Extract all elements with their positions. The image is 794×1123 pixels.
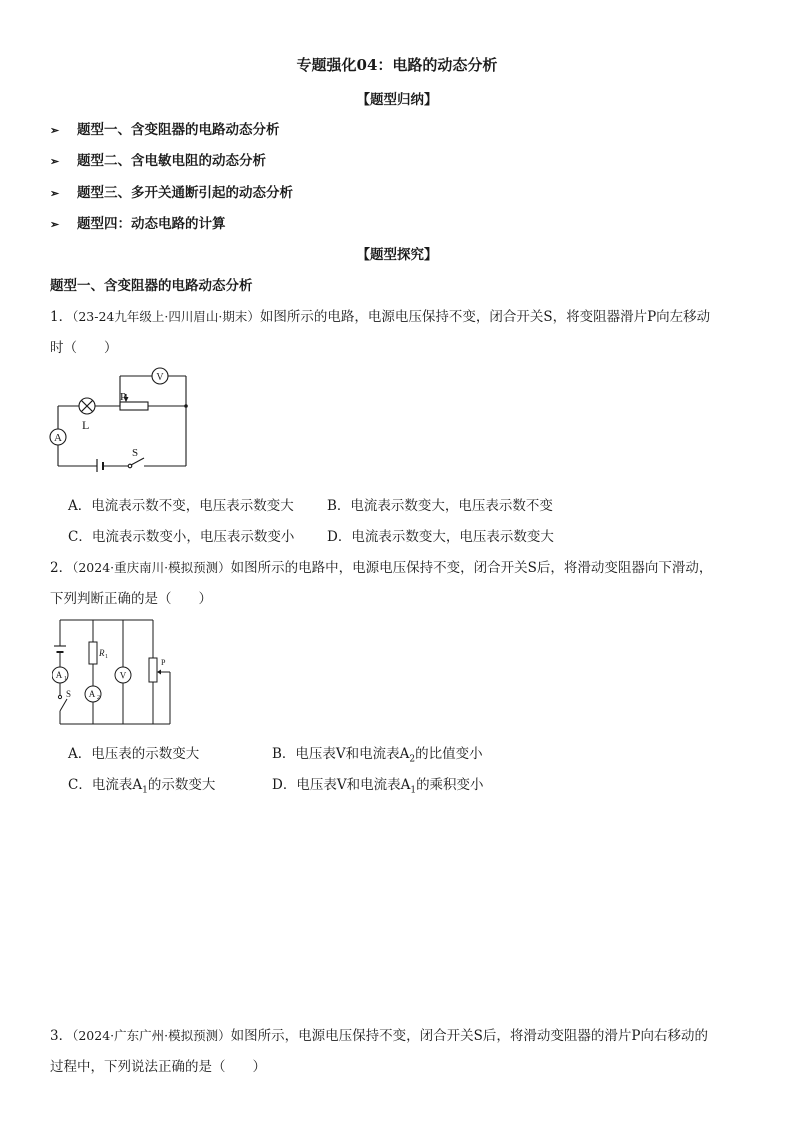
ammeter-a2-icon (85, 686, 101, 702)
circuit-diagram-2 (52, 616, 174, 728)
summary-item: ➢ 题型一、含变阻器的电路动态分析 (50, 122, 280, 138)
summary-item: ➢ 题型三、多开关通断引起的动态分析 (50, 185, 293, 201)
q1-option-d[interactable]: D．电流表示数变大，电压表示数变大 (327, 529, 554, 545)
question-1-line-2: 时（ ） (50, 340, 118, 356)
q1-option-a[interactable]: A．电流表示数不变，电压表示数变大 (68, 498, 294, 514)
svg-text:1: 1 (105, 654, 108, 660)
lamp-icon (79, 398, 95, 414)
section-title: 题型一、含变阻器的电路动态分析 (50, 278, 253, 294)
svg-text:P: P (161, 658, 166, 667)
svg-text:A: A (54, 432, 62, 444)
q2-option-d[interactable]: D．电压表V和电流表$A_1$的乘积变小 (272, 777, 484, 796)
svg-text:A: A (55, 670, 63, 680)
q1-option-b[interactable]: B．电流表示数变大，电压表示数不变 (327, 498, 553, 514)
ammeter-icon (50, 429, 66, 445)
battery-icon (97, 459, 103, 472)
explore-heading: 【题型探究】 (356, 247, 438, 263)
q2-option-b[interactable]: B．电压表V和电流表$A_2$的比值变小 (272, 746, 483, 765)
voltmeter-icon (115, 667, 131, 683)
summary-item: ➢ 题型二、含电敏电阻的动态分析 (50, 153, 266, 169)
summary-item: ➢ 题型四：动态电路的计算 (50, 216, 226, 232)
svg-text:S: S (66, 689, 72, 699)
voltmeter-icon (152, 368, 168, 384)
battery-icon (54, 646, 66, 652)
arrow-bullet-icon: ➢ (50, 218, 60, 231)
arrow-bullet-icon: ➢ (50, 124, 60, 137)
q2-option-c[interactable]: C．电流表$A_1$的示数变大 (68, 777, 216, 796)
svg-text:1: 1 (64, 676, 67, 682)
svg-text:S: S (132, 447, 139, 459)
question-1-line-1: 1．（23-24九年级上·四川眉山·期末）如图所示的电路，电源电压保持不变，闭合开关S，将变阻器滑片P向左移动 (50, 309, 711, 325)
arrow-bullet-icon: ➢ (50, 187, 60, 200)
svg-text:P: P (120, 391, 127, 403)
svg-text:A: A (88, 689, 96, 699)
svg-text:L: L (82, 418, 90, 432)
switch-icon (128, 458, 144, 468)
question-2-line-1: 2．（2024·重庆南川·模拟预测）如图所示的电路中，电源电压保持不变，闭合开关S后，将滑动变阻器向下滑动， (50, 560, 713, 576)
q2-option-a[interactable]: A．电压表的示数变大 (68, 746, 200, 762)
svg-text:2: 2 (97, 695, 100, 701)
page-title: 专题强化04：电路的动态分析 (296, 56, 498, 74)
svg-text:V: V (156, 372, 164, 383)
q1-option-c[interactable]: C．电流表示数变小，电压表示数变小 (68, 529, 295, 545)
svg-text:R: R (99, 648, 105, 658)
svg-text:V: V (119, 670, 127, 681)
question-3-line-2: 过程中，下列说法正确的是（ ） (50, 1059, 266, 1075)
circuit-diagram-1 (48, 366, 198, 472)
question-2-line-2: 下列判断正确的是（ ） (50, 591, 212, 607)
resistor-r1-label (98, 648, 108, 660)
question-3-line-1: 3．（2024·广东广州·模拟预测）如图所示，电源电压保持不变，闭合开关S后，将滑动变阻器的滑片P向右移动的 (50, 1028, 708, 1044)
ammeter-a1-icon (52, 667, 68, 683)
summary-heading: 【题型归纳】 (356, 92, 438, 108)
arrow-bullet-icon: ➢ (50, 155, 60, 168)
